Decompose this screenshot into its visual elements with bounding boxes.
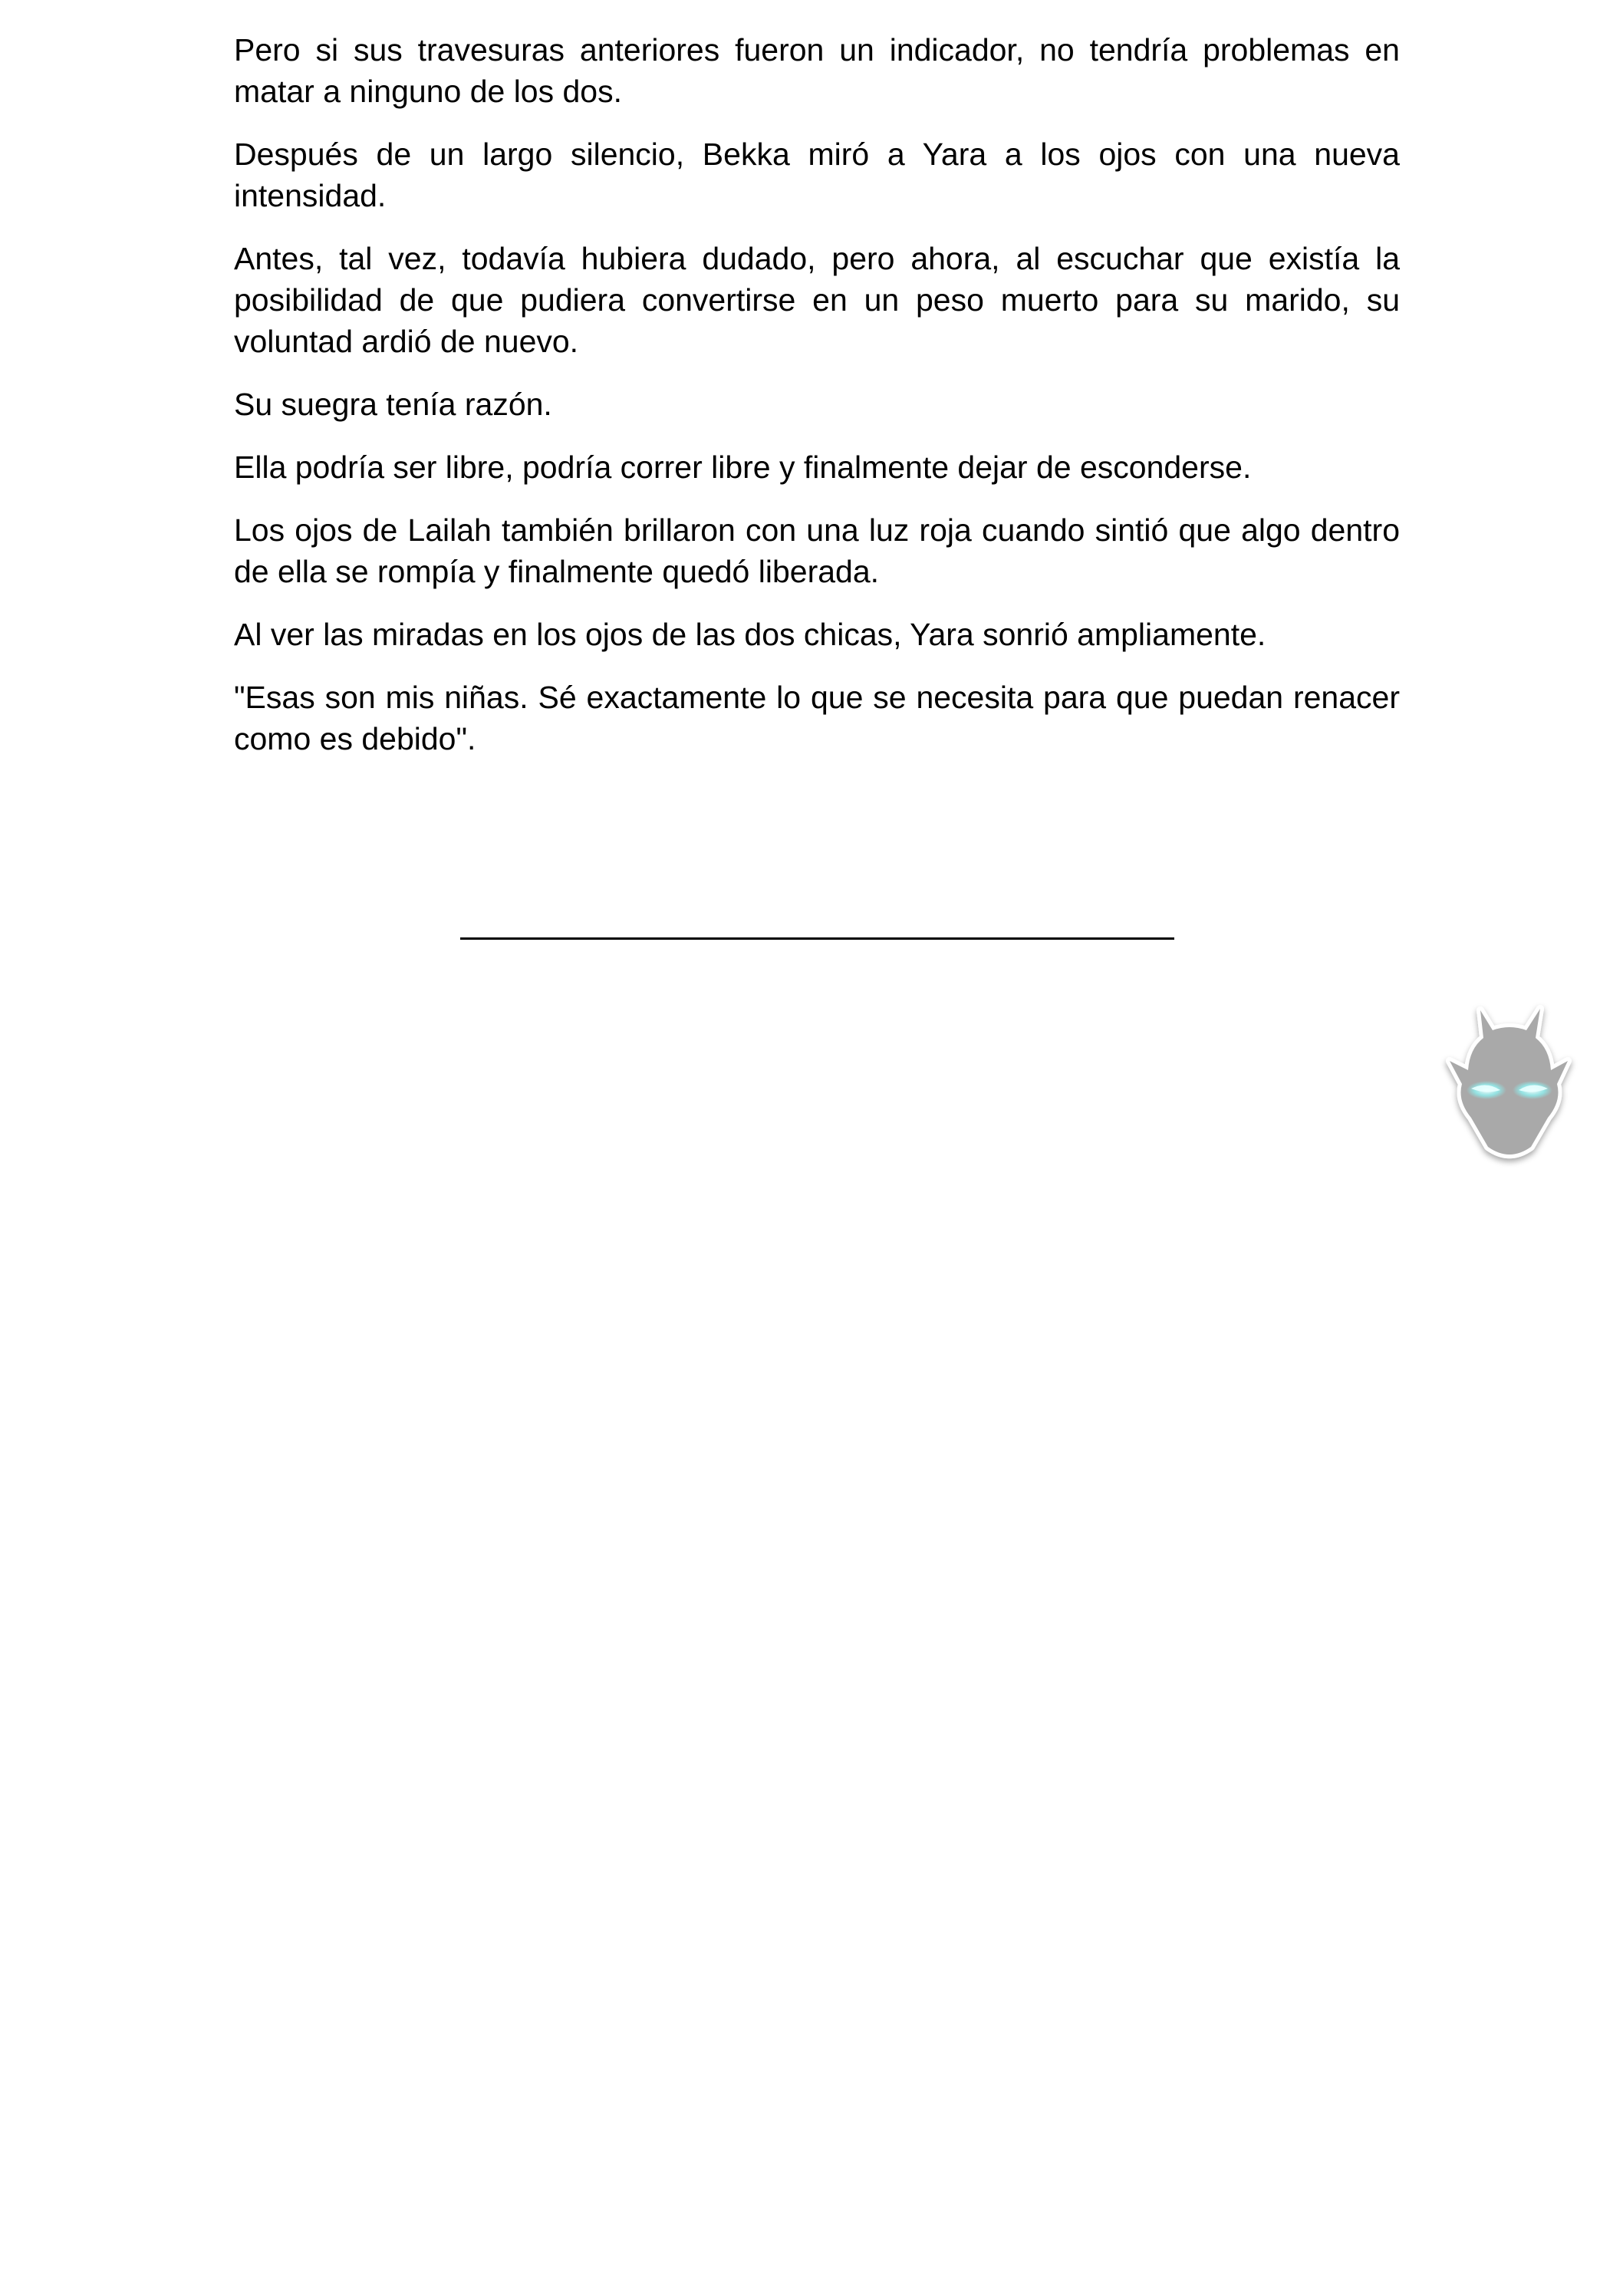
paragraph: Al ver las miradas en los ojos de las dos chicas, Yara sonrió ampliamente. <box>234 617 1266 652</box>
demon-head-icon <box>1433 993 1586 1170</box>
section-divider <box>460 937 1174 940</box>
body-text <box>234 29 1400 781</box>
paragraph: Ella podría ser libre, podría correr libre y finalmente dejar de esconderse. <box>234 450 1252 485</box>
paragraph: Pero si sus travesuras anteriores fueron un indicador, no tendría problemas en matar a ninguno de los dos. <box>234 32 1400 109</box>
paragraph: Antes, tal vez, todavía hubiera dudado, pero ahora, al escuchar que existía la posibilidad de que pudiera convertirse en un peso muerto para su marido, su voluntad ardió de nuevo. <box>234 241 1400 359</box>
paragraph: Su suegra tenía razón. <box>234 387 552 422</box>
paragraph: Después de un largo silencio, Bekka miró a Yara a los ojos con una nueva intensidad. <box>234 137 1400 213</box>
paragraph: "Esas son mis niñas. Sé exactamente lo que se necesita para que puedan renacer como es debido". <box>234 680 1400 756</box>
paragraph: Los ojos de Lailah también brillaron con una luz roja cuando sintió que algo dentro de ella se rompía y finalmente quedó liberada. <box>234 512 1400 589</box>
